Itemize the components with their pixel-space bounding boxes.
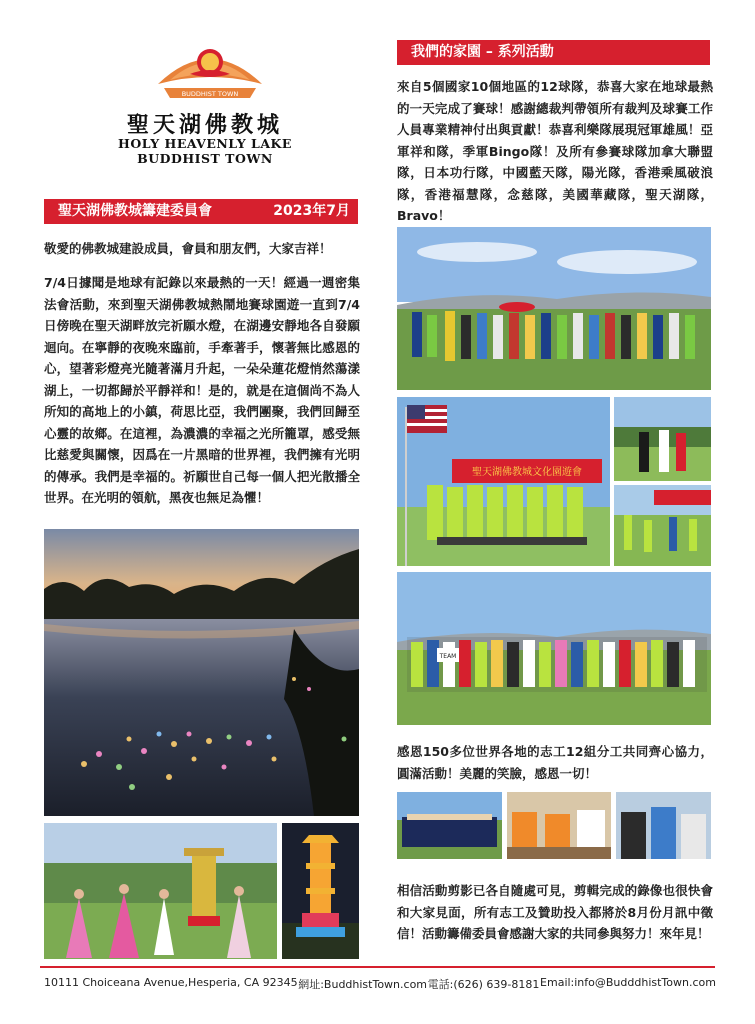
footer-website[interactable]: 網址:BuddhistTown.com (298, 978, 428, 991)
group-photo (397, 572, 711, 725)
closing-paragraph: 相信活動剪影已各自隨處可見，剪輯完成的錄像也很快會和大家見面，所有志工及贊助投入都將於8月份月訊中徵信！活動籌備委員會感謝大家的共同參與努力！來年見！ (397, 883, 713, 941)
svg-text:聖天湖佛教城文化園遊會: 聖天湖佛教城文化園遊會 (472, 467, 582, 478)
service-volunteers-photo (616, 792, 711, 859)
kitchen-volunteers-photo (507, 792, 611, 859)
greeting-text: 敬愛的佛教城建設成員，會員和朋友們，大家吉祥！ (44, 241, 332, 256)
activities-header-bar (397, 40, 710, 65)
svg-text:TEAM: TEAM (439, 653, 457, 660)
volunteers-paragraph: 感恩150多位世界各地的志工12組分工共同齊心協力，圓滿活動！美麗的笑臉，感恩一切！ (397, 744, 713, 781)
logo-english-name (90, 136, 320, 166)
tournament-paragraph: 來自5個國家10個地區的12球隊，恭喜大家在地球最熱的一天完成了賽球！感謝總裁判帶領所有裁判及球賽工作人員專業精神付出與貢獻！恭喜利樂隊展現冠軍雄風！亞軍祥和隊，季軍Bingo隊！及所有參賽球隊加拿大聯盟隊，日本功行隊，中國藍天隊，陽光隊，香港乘風破浪隊，香港福慧隊，念慈隊，美國華藏隊，聖天湖隊，Bravo！ (397, 79, 713, 223)
footer (44, 976, 716, 992)
svg-text:BUDDHIST TOWN: BUDDHIST TOWN (181, 90, 239, 98)
footer-address: 10111 Choiceana Avenue,Hesperia, CA 92345 (44, 976, 298, 989)
referee-photo (614, 397, 711, 481)
pagoda-lantern-photo (282, 823, 359, 959)
logo-english-line2: BUDDHIST TOWN (137, 151, 273, 166)
committee-header-bar (44, 199, 358, 224)
intro-paragraph: 7/4日據聞是地球有記錄以來最熱的一天！經過一週密集法會活動，來到聖天湖佛教城熱鬧地賽球園遊一直到7/4日傍晚在聖天湖畔放完祈願水燈，在湖邊安靜地各自發願迴向。在寧靜的夜晚來臨前，手牽著手，懷著無比感恩的心，望著彩燈亮光隨著滿月升起，一朵朵蓮花燈悄然蕩漾湖上，一切都歸於平靜祥和！是的，就是在這個尚不為人所知的高地上的小鎮，荷思比亞，我們團聚，我們回歸至心靈的故鄉。在這裡，為濃濃的幸福之光所籠罩，感受無比慈愛與關懷，因爲在一片黑暗的世界裡，我們擁有光明的傳承。我們是幸福的。祈願世自己每一個人把光散播全世界。在光明的領航，黑夜也無足為懼！ (44, 275, 360, 505)
activities-title: 我們的家園 – 系列活動 (411, 44, 554, 60)
logo-chinese-name: 聖天湖佛教城 (126, 112, 283, 138)
players-photo (614, 485, 711, 566)
teams-lineup-photo (397, 227, 711, 390)
issue-date: 2023年7月 (273, 203, 350, 219)
logo-emblem (150, 40, 270, 102)
lake-lanterns-photo (44, 529, 359, 816)
committee-title: 聖天湖佛教城籌建委員會 (58, 203, 212, 219)
logo-english-line1: HOLY HEAVENLY LAKE (118, 136, 292, 151)
footer-phone: 電話:(626) 639-8181 (427, 978, 540, 991)
footer-divider (40, 966, 715, 968)
footer-email[interactable]: Email:info@BudddhistTown.com (540, 976, 716, 989)
winning-team-photo (397, 397, 610, 566)
volunteers-group-photo (397, 792, 502, 859)
dancers-photo (44, 823, 277, 959)
